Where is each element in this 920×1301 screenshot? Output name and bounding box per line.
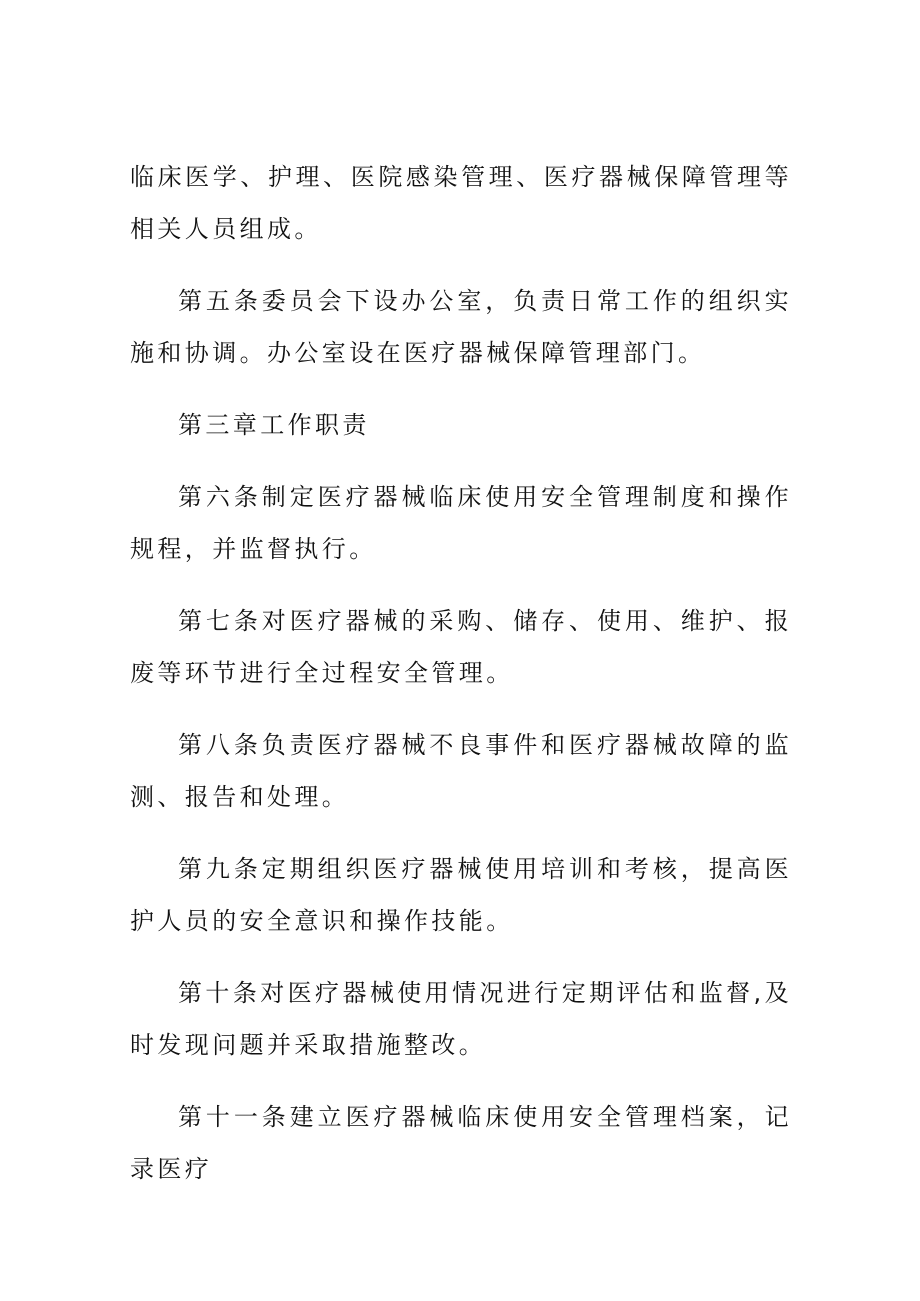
paragraph-article-6: 第六条制定医疗器械临床使用安全管理制度和操作规程，并监督执行。 xyxy=(130,483,792,563)
paragraph-article-9: 第九条定期组织医疗器械使用培训和考核，提高医护人员的安全意识和操作技能。 xyxy=(130,855,792,935)
document-body xyxy=(130,151,792,1195)
paragraph-article-7: 第七条对医疗器械的采购、储存、使用、维护、报废等环节进行全过程安全管理。 xyxy=(130,607,792,687)
paragraph-article-8: 第八条负责医疗器械不良事件和医疗器械故障的监测、报告和处理。 xyxy=(130,731,792,811)
paragraph-article-11: 第十一条建立医疗器械临床使用安全管理档案，记录医疗 xyxy=(130,1103,792,1183)
paragraph-article-10: 第十条对医疗器械使用情况进行定期评估和监督,及时发现问题并采取措施整改。 xyxy=(130,979,792,1059)
paragraph-article-5: 第五条委员会下设办公室，负责日常工作的组织实施和协调。办公室设在医疗器械保障管理部门。 xyxy=(130,287,792,367)
paragraph-continuation: 临床医学、护理、医院感染管理、医疗器械保障管理等相关人员组成。 xyxy=(130,163,792,243)
chapter-heading-3: 第三章工作职责 xyxy=(178,411,370,439)
